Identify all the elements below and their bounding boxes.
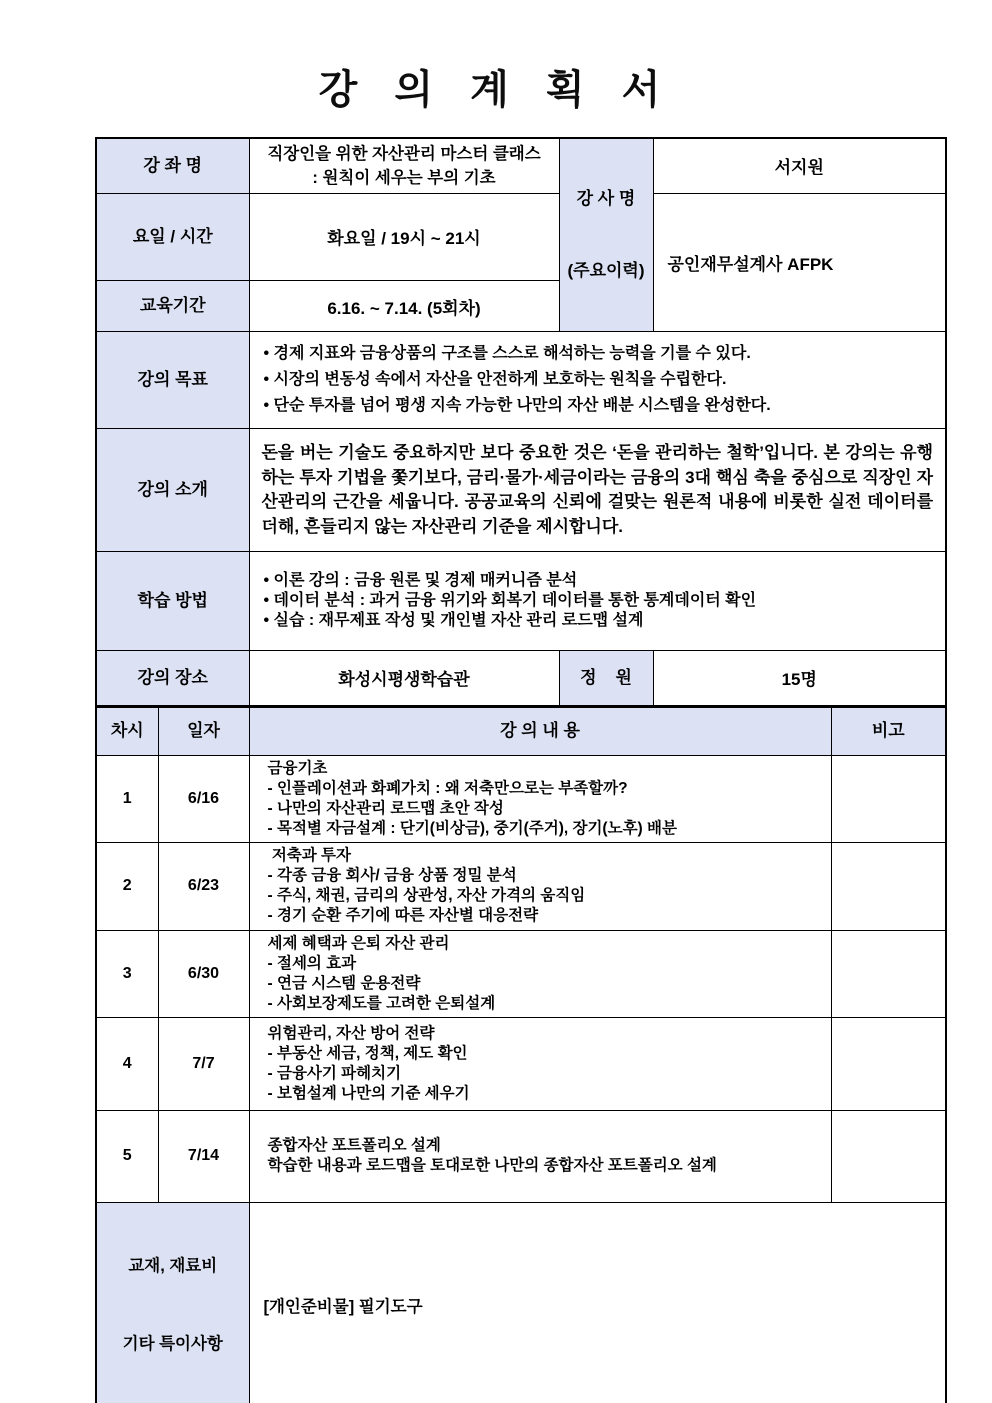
schedule-table [95,707,947,1403]
day-time-label: 요일 / 시간 [96,193,249,281]
note-cell [831,1017,946,1110]
session-content [249,842,831,930]
goal-item: • 경제 지표와 금융상품의 구조를 스스로 해석하는 능력을 기를 수 있다. [263,345,751,362]
content-line: - 인플레이션과 화폐가치 : 왜 저축만으로는 부족할까? [267,779,628,797]
content-line: 종합자산 포트폴리오 설계 [267,1137,441,1154]
goal-row [96,332,946,429]
content-line: - 연금 시스템 운용전략 [267,974,421,992]
session-content [249,755,831,842]
capacity-label: 정 원 [559,651,653,706]
note-cell [831,1110,946,1202]
session-date: 6/16 [158,755,249,842]
capacity-value: 15명 [653,651,946,706]
method-item: • 데이터 분석 : 과거 금융 위기와 회복기 데이터를 통한 통계데이터 확인 [263,592,757,609]
intro-label: 강의 소개 [96,429,249,552]
materials-label-line1: 교재, 재료비 [128,1256,218,1275]
session-number: 4 [96,1017,158,1110]
content-line: 금융기초 [267,759,328,777]
materials-row [96,1202,946,1403]
instructor-label-line2: (주요이력) [567,261,645,280]
instructor-label-line1: 강 사 명 [576,189,636,208]
instructor-label [559,138,653,332]
session-date: 7/14 [158,1110,249,1202]
header-note: 비고 [831,707,946,755]
content-line: 저축과 투자 [267,847,351,864]
goal-item: • 시장의 변동성 속에서 자산을 안전하게 보호하는 원칙을 수립한다. [263,371,727,388]
goal-label: 강의 목표 [96,332,249,429]
note-cell [831,842,946,930]
materials-label-line2: 기타 특이사항 [122,1334,223,1353]
location-label: 강의 장소 [96,651,249,706]
period-label: 교육기간 [96,281,249,332]
day-time-row [96,193,946,281]
schedule-row-4 [96,1017,946,1110]
schedule-row-5 [96,1110,946,1202]
content-line: - 보험설계 나만의 기준 세우기 [267,1084,470,1102]
session-date: 6/30 [158,930,249,1017]
session-number: 1 [96,755,158,842]
goal-item: • 단순 투자를 넘어 평생 지속 가능한 나만의 자산 배분 시스템을 완성한다. [263,397,771,414]
content-line: - 사회보장제도를 고려한 은퇴설계 [267,994,496,1012]
course-name-value [249,138,559,193]
location-value: 화성시평생학습관 [249,651,559,706]
schedule-row-2 [96,842,946,930]
instructor-name: 서지원 [653,138,946,193]
content-line: - 경기 순환 주기에 따른 자산별 대응전략 [267,907,539,924]
tables-container [95,137,945,1403]
content-line: - 주식, 채권, 금리의 상관성, 자산 가격의 움직임 [267,887,586,904]
schedule-row-3 [96,930,946,1017]
session-date: 7/7 [158,1017,249,1110]
content-line: 학습한 내용과 로드맵을 토대로한 나만의 종합자산 포트폴리오 설계 [267,1157,717,1174]
method-label: 학습 방법 [96,552,249,651]
content-line: 세제 혜택과 은퇴 자산 관리 [267,934,450,952]
intro-row [96,429,946,552]
session-number: 2 [96,842,158,930]
session-date: 6/23 [158,842,249,930]
content-line: - 절세의 효과 [267,954,357,972]
period-value: 6.16. ~ 7.14. (5회차) [249,281,559,332]
method-item: • 이론 강의 : 금융 원론 및 경제 매커니즘 분석 [263,572,578,589]
content-line: - 부동산 세금, 정책, 제도 확인 [267,1044,468,1062]
content-line: - 각종 금융 회사/ 금융 상품 정밀 분석 [267,867,517,884]
schedule-row-1 [96,755,946,842]
session-content [249,930,831,1017]
session-content [249,1017,831,1110]
session-number: 3 [96,930,158,1017]
content-line: - 나만의 자산관리 로드맵 초안 작성 [267,799,504,817]
course-name-row [96,138,946,193]
schedule-header-row [96,707,946,755]
content-line: 위험관리, 자산 방어 전략 [267,1024,435,1042]
course-name-line2: : 원칙이 세우는 부의 기초 [312,168,496,187]
header-content: 강 의 내 용 [249,707,831,755]
materials-label [96,1202,249,1403]
content-line: - 목적별 자금설계 : 단기(비상금), 중기(주거), 장기(노후) 배분 [267,819,677,837]
header-session: 차시 [96,707,158,755]
location-row [96,651,946,706]
course-name-label: 강 좌 명 [96,138,249,193]
day-time-value: 화요일 / 19시 ~ 21시 [249,193,559,281]
header-date: 일자 [158,707,249,755]
session-content [249,1110,831,1202]
note-cell [831,930,946,1017]
course-name-line1: 직장인을 위한 자산관리 마스터 클래스 [267,144,541,163]
document-title: 강 의 계 획 서 [318,68,674,112]
note-cell [831,755,946,842]
method-list [249,552,946,651]
course-info-table [95,137,947,707]
method-item: • 실습 : 재무제표 작성 및 개인별 자산 관리 로드맵 설계 [263,612,644,629]
intro-text: 돈을 버는 기술도 중요하지만 보다 중요한 것은 ‘돈을 관리하는 철학’입니다. 본 강의는 유행하는 투자 기법을 쫓기보다, 금리·물가·세금이라는 금융의 3대 핵심 축을 중심으로 직장인 자산관리의 근간을 세웁니다. 공공교육의 신뢰에 걸맞는 원론적 내용에 비롯한 실전 데이터를 더해, 흔들리지 않는 자산관리 기준을 제시합니다. [249,429,946,552]
goal-list [249,332,946,429]
session-number: 5 [96,1110,158,1202]
materials-value: [개인준비물] 필기도구 [249,1202,946,1403]
instructor-credential: 공인재무설계사 AFPK [653,193,946,332]
method-row [96,552,946,651]
content-line: - 금융사기 파헤치기 [267,1064,402,1082]
